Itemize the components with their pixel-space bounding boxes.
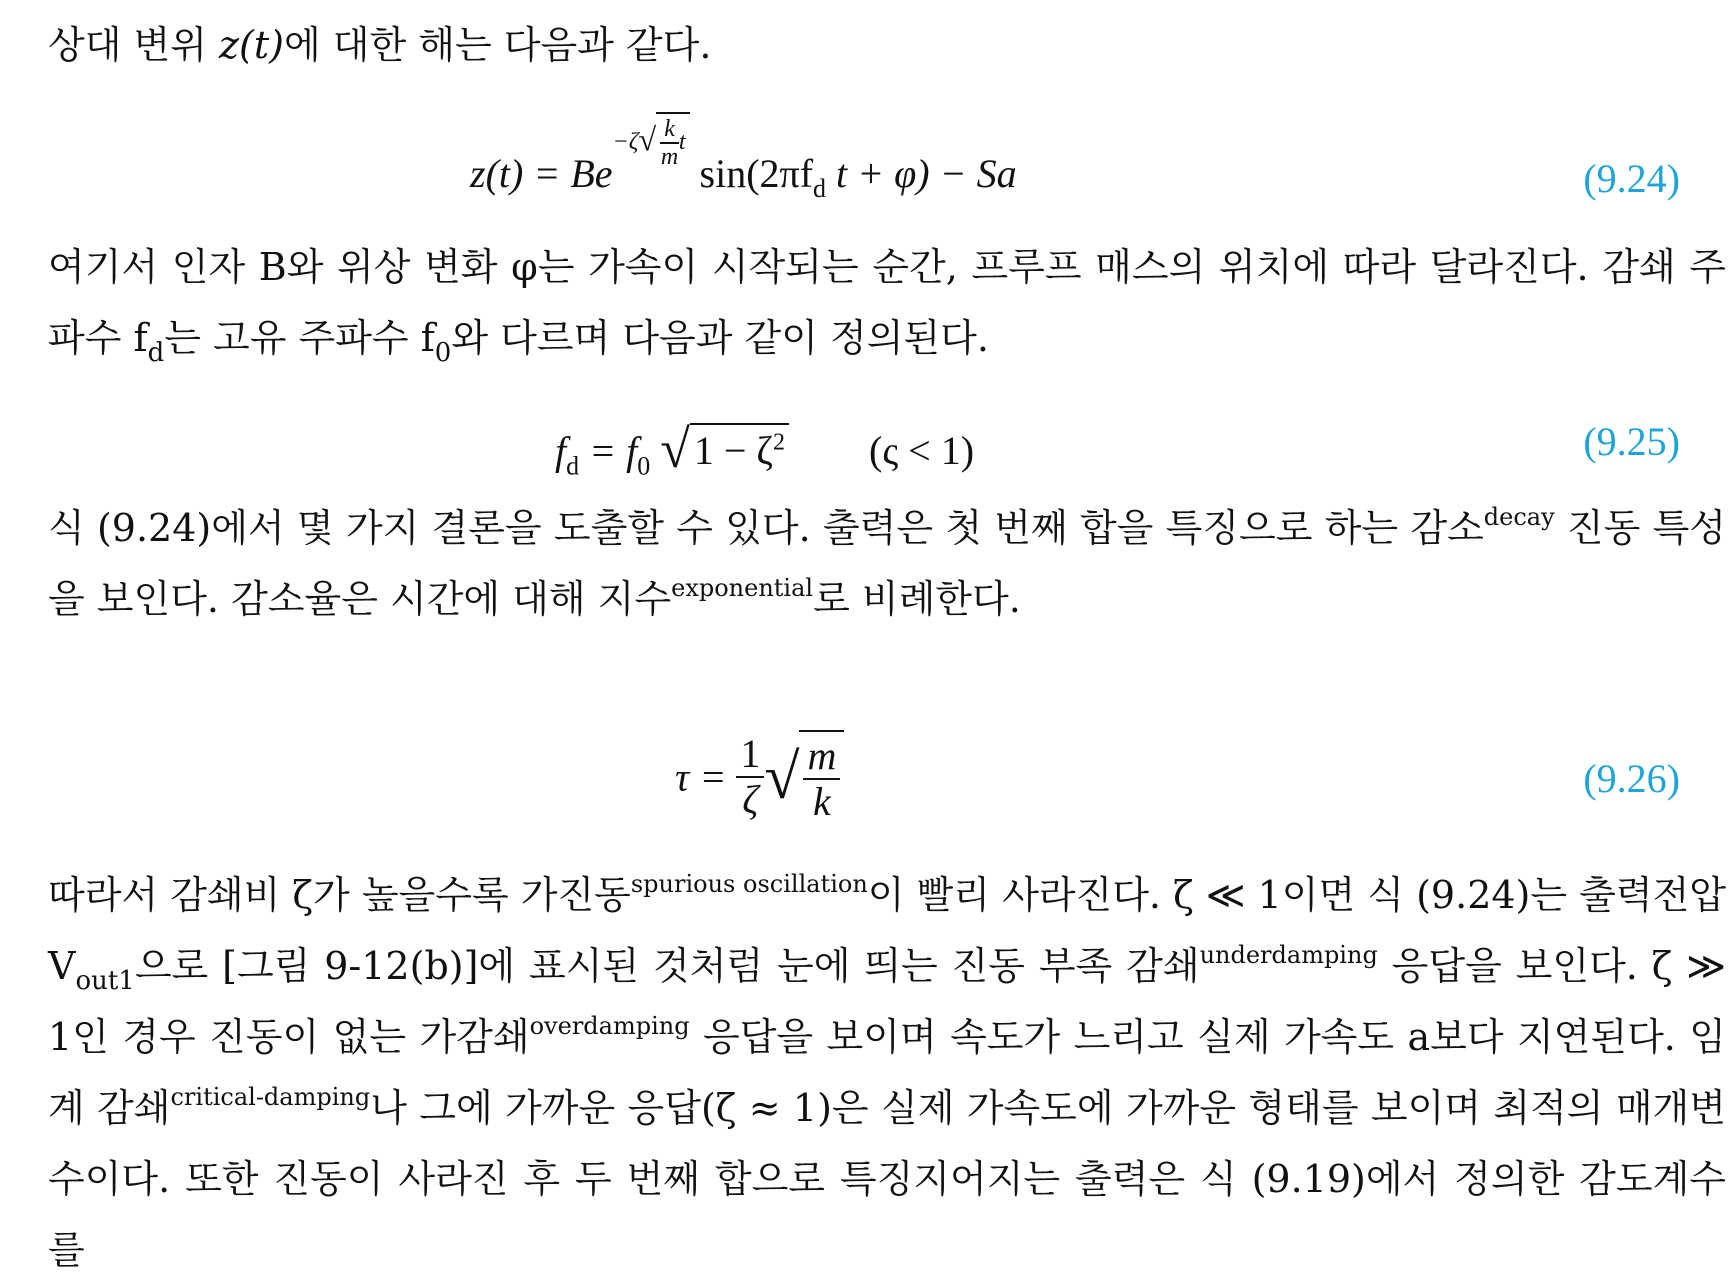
paragraph-4 [48, 860, 1726, 1286]
eq25-f: f [555, 428, 567, 474]
para2-sub-d: d [147, 338, 165, 368]
eq26-lhs: τ = [675, 754, 727, 800]
eq26-m: m [807, 733, 837, 778]
eq24-k: k [664, 116, 675, 143]
eq24-sqrt-sign: √ [638, 122, 657, 159]
eq24-t: t [678, 129, 686, 155]
para4-text-1: 따라서 감쇄비 ζ가 높을수록 가진동 [48, 873, 631, 917]
para4-sub-out1: out1 [75, 966, 135, 996]
eq24-exp-zeta: −ζ [612, 129, 639, 155]
paragraph-3 [48, 493, 1726, 635]
para4-text-6: 나 그에 가까운 응답(ζ ≈ 1)은 실제 가속도에 가까운 형태를 보이며 최적의 매개변수이다. 또한 진동이 사라진 후 두 번째 합으로 특징지어지는 출력은 식 (9.19)에서 정의한 감도계수를 [48, 1086, 1726, 1272]
eq26-one: 1 [736, 732, 764, 778]
para3-text-1: 식 (9.24)에서 몇 가지 결론을 도출할 수 있다. 출력은 첫 번째 합을 특징으로 하는 감소 [48, 506, 1484, 550]
para4-text-3: 으로 [그림 9-12(b)]에 표시된 것처럼 눈에 띄는 진동 부족 감쇄 [134, 944, 1200, 988]
equation-9-26-body [675, 730, 844, 824]
eq24-B: Be [570, 151, 613, 196]
eq25-eq: = f [579, 428, 638, 474]
para3-text-2: 진동 특성을 보인다. 감소율은 시간에 대해 지수 [48, 506, 1726, 621]
equation-9-24-body [470, 116, 1017, 209]
eq25-square: 2 [773, 429, 785, 456]
equation-number-9-25: (9.25) [1583, 419, 1680, 464]
eq24-frac [660, 116, 679, 171]
equation-9-25-body [555, 418, 974, 480]
eq24-lhs: z(t) = [470, 151, 561, 196]
gloss-exponential: exponential [671, 574, 814, 602]
eq24-m: m [660, 144, 679, 171]
para2-text: 여기서 인자 B와 위상 변화 φ는 가속이 시작되는 순간, 프루프 매스의 위치에 따라 달라진다. 감쇄 주파수 f [48, 245, 1726, 360]
para2-text-3: 와 다르며 다음과 같이 정의된다. [451, 316, 989, 360]
eq24-tail: t + φ) − Sa [836, 151, 1017, 196]
eq26-sqrt-sign: √ [764, 741, 800, 812]
eq25-sqrt-sign: √ [660, 419, 690, 479]
eq25-sqrt [690, 423, 789, 474]
eq25-radicand: 1 − ζ [693, 428, 773, 474]
eq25-sub-d: d [566, 451, 580, 481]
intro-text-after: 에 대한 해는 다음과 같다. [283, 23, 712, 67]
para4-text-2: 이 빨리 사라진다. ζ ≪ 1이면 식 (9.24)는 출력전압 V [48, 873, 1726, 988]
equation-9-24 [0, 110, 1728, 210]
para4-text-4: 응답을 보인다. ζ ≫ 1인 경우 진동이 없는 가감쇄 [48, 944, 1727, 1059]
intro-text: 상대 변위 [48, 23, 219, 67]
eq26-zeta: ζ [742, 777, 759, 822]
equation-9-26 [0, 730, 1728, 840]
paragraph-2 [48, 232, 1726, 374]
eq26-frac-2 [803, 734, 840, 824]
eq24-exponent [613, 112, 690, 171]
intro-math: z(t) [219, 23, 284, 67]
gloss-decay: decay [1483, 503, 1555, 531]
para2-sub-0: 0 [434, 338, 452, 368]
intro-paragraph [48, 10, 1726, 81]
eq26-frac-1 [736, 732, 764, 822]
equation-number-9-26: (9.26) [1583, 756, 1680, 801]
equation-9-25 [0, 400, 1728, 500]
eq24-sqrt [656, 112, 689, 171]
eq25-condition: (ς < 1) [869, 428, 975, 474]
eq24-sin: sin(2πf [699, 151, 814, 196]
para4-text-5: 응답을 보이며 속도가 느리고 실제 가속도 a보다 지연된다. 임계 감쇄 [48, 1015, 1726, 1130]
gloss-underdamping: underdamping [1199, 941, 1378, 969]
gloss-spurious-oscillation: spurious oscillation [630, 870, 868, 898]
equation-number-9-24: (9.24) [1583, 156, 1680, 201]
eq25-sub-0: 0 [637, 451, 651, 481]
para3-text-3: 로 비례한다. [813, 577, 1021, 621]
eq24-sub-d: d [813, 174, 827, 203]
eq26-sqrt [799, 730, 844, 824]
gloss-critical-damping: critical-damping [170, 1083, 371, 1111]
gloss-overdamping: overdamping [529, 1012, 690, 1040]
para2-text-2: 는 고유 주파수 f [164, 316, 435, 360]
eq26-k: k [813, 779, 831, 824]
